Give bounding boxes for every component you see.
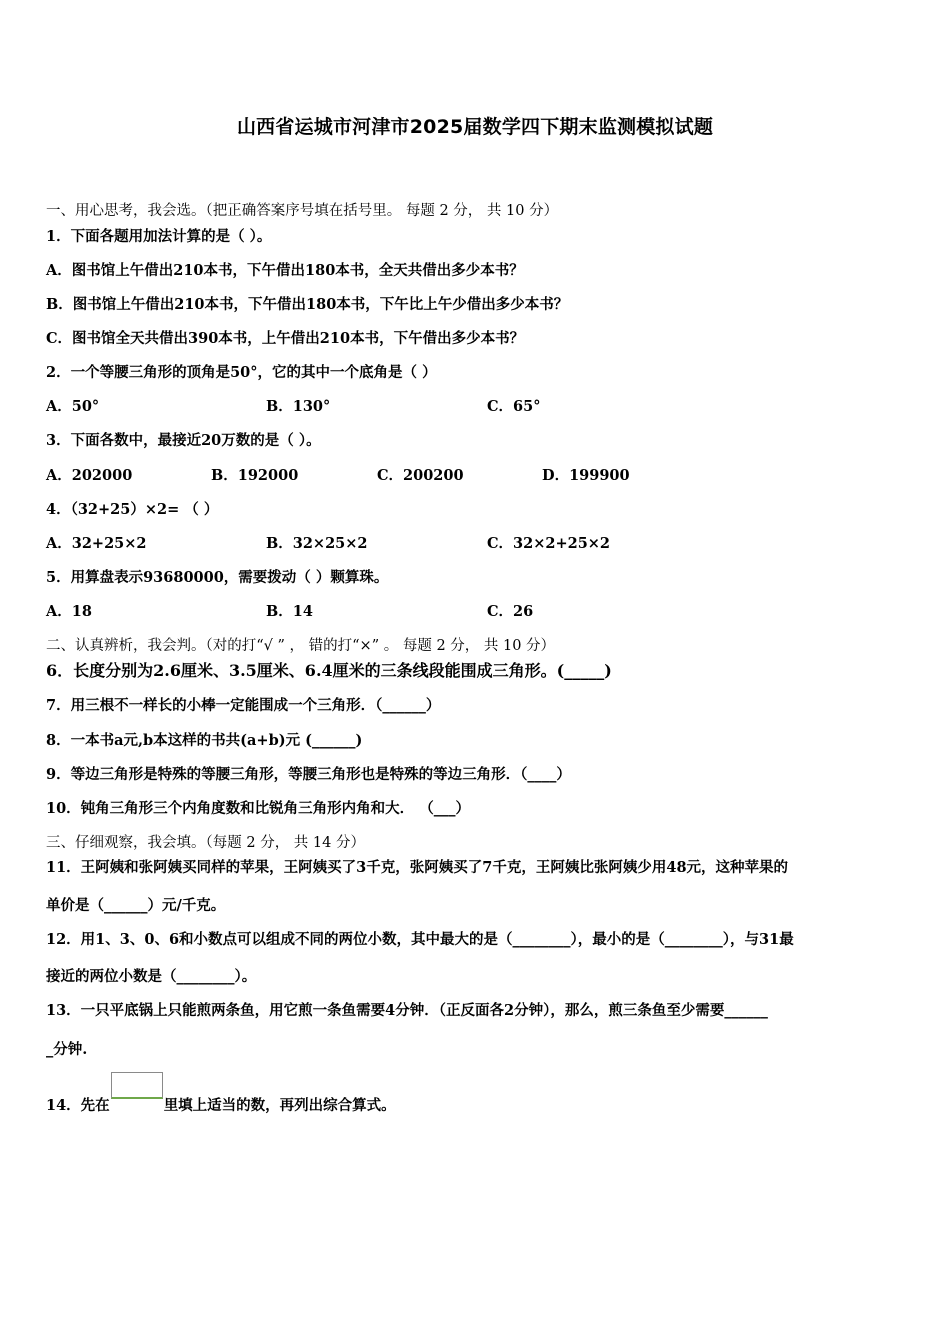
question-5-option-c: C．26 — [487, 603, 534, 620]
question-11-line-1: 11．王阿姨和张阿姨买同样的苹果，王阿姨买了3千克，张阿姨买了7千克，王阿姨比张阿姨少用48元，这种苹果的 — [46, 859, 789, 876]
question-12-line-2: 接近的两位小数是（________）。 — [46, 968, 257, 985]
question-13-line-1: 13．一只平底锅上只能煎两条鱼，用它煎一条鱼需要4分钟．（正反面各2分钟），那么，煎三条鱼至少需要______ — [46, 1002, 768, 1019]
question-11-line-2: 单价是（______）元/千克。 — [46, 897, 226, 914]
question-13-line-2: _分钟. — [46, 1041, 88, 1058]
answer-blank-box[interactable] — [111, 1072, 163, 1099]
question-14 — [46, 1086, 396, 1116]
question-5-stem: 5．用算盘表示93680000，需要拨动（ ）颗算珠。 — [46, 569, 389, 586]
question-12-line-1: 12．用1、3、0、6和小数点可以组成不同的两位小数，其中最大的是（________），最小的是（________），与31最 — [46, 931, 794, 948]
question-3-option-b: B．192000 — [211, 467, 299, 484]
question-3-stem: 3．下面各数中，最接近20万数的是（ ）。 — [46, 432, 321, 449]
question-1-stem: 1．下面各题用加法计算的是（ ）。 — [46, 228, 272, 245]
question-9: 9．等边三角形是特殊的等腰三角形，等腰三角形也是特殊的等边三角形．（____） — [46, 766, 571, 783]
question-10: 10．钝角三角形三个内角度数和比锐角三角形内角和大． （___） — [46, 800, 470, 817]
question-4-stem: 4．（32+25）×2= （ ） — [46, 501, 219, 518]
question-5-option-b: B．14 — [266, 603, 313, 620]
question-6: 6．长度分别为2.6厘米、3.5厘米、6.4厘米的三条线段能围成三角形。(_____) — [46, 661, 612, 680]
page-title: 山西省运城市河津市2025届数学四下期末监测模拟试题 — [236, 116, 714, 138]
section-3-heading: 三、仔细观察，我会填。（每题 2 分， 共 14 分） — [46, 835, 365, 851]
question-3-option-c: C．200200 — [377, 467, 464, 484]
question-7: 7．用三根不一样长的小棒一定能围成一个三角形．（______） — [46, 697, 441, 714]
question-3-option-a: A．202000 — [46, 467, 133, 484]
question-2-option-b: B．130° — [266, 398, 331, 415]
question-3-option-d: D．199900 — [542, 467, 630, 484]
question-4-option-b: B．32×25×2 — [266, 535, 368, 552]
question-1-option-a: A．图书馆上午借出210本书，下午借出180本书，全天共借出多少本书？ — [46, 262, 524, 279]
question-2-stem: 2．一个等腰三角形的顶角是50°，它的其中一个底角是（ ） — [46, 364, 437, 381]
question-2-option-a: A．50° — [46, 398, 100, 415]
question-14-prefix: 14．先在 — [46, 1097, 110, 1114]
section-2-heading: 二、认真辨析，我会判。（对的打“√ ” ， 错的打“×” 。 每题 2 分， 共 10 分） — [46, 638, 556, 654]
question-1-option-b: B．图书馆上午借出210本书，下午借出180本书，下午比上午少借出多少本书？ — [46, 296, 569, 313]
question-8: 8．一本书a元,b本这样的书共(a+b)元 (______) — [46, 732, 363, 749]
question-2-option-c: C．65° — [487, 398, 541, 415]
question-14-suffix: 里填上适当的数，再列出综合算式。 — [163, 1097, 396, 1114]
section-1-heading: 一、用心思考，我会选。（把正确答案序号填在括号里。 每题 2 分， 共 10 分） — [46, 203, 559, 219]
question-5-option-a: A．18 — [46, 603, 92, 620]
question-4-option-a: A．32+25×2 — [46, 535, 147, 552]
question-1-option-c: C．图书馆全天共借出390本书，上午借出210本书，下午借出多少本书？ — [46, 330, 525, 347]
question-4-option-c: C．32×2+25×2 — [487, 535, 611, 552]
